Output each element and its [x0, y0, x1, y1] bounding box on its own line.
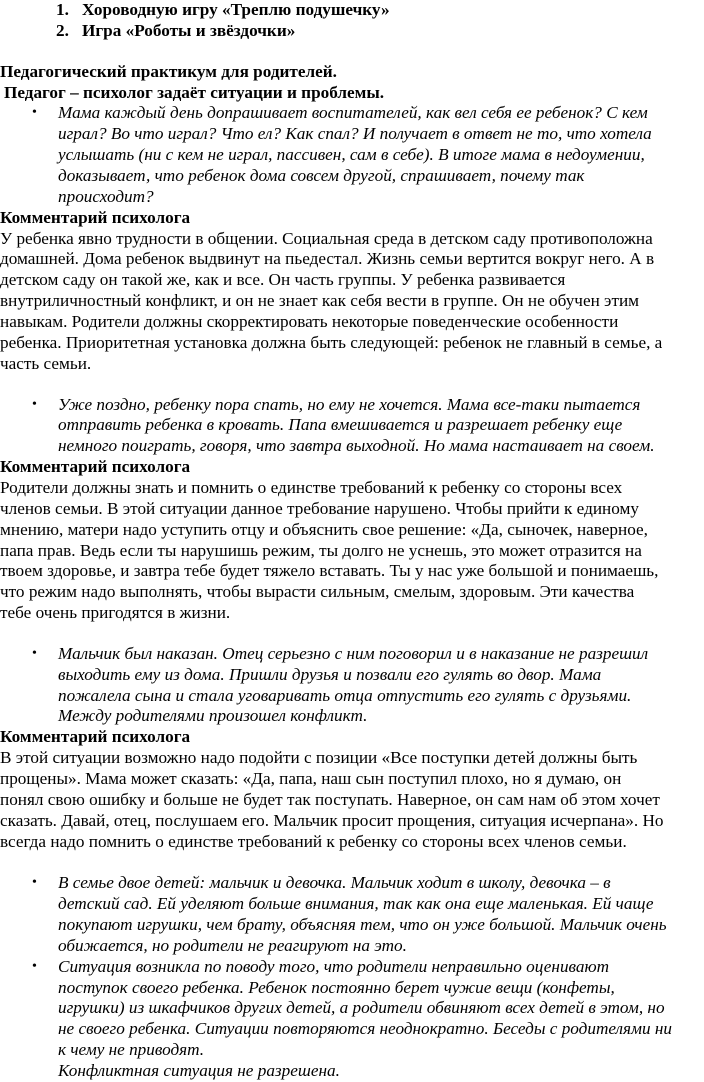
comment-line: мнению, матери надо уступить отцу и объяснить свое решение: «Да, сыночек, наверное,: [0, 519, 648, 539]
situation-line: пожалела сына и стала уговаривать отца отпустить его гулять с друзьями.: [58, 685, 632, 705]
situation-line: Мальчик был наказан. Отец серьезно с ним поговорил и в наказание не разрешил: [58, 643, 649, 663]
comment-line: внутриличностный конфликт, и он не знает как себя вести в группе. Он не обучен этим: [0, 291, 640, 311]
comment-line: всегда надо помнить о единстве требований к ребенку со стороны всех членов семьи.: [0, 831, 627, 851]
bullet-icon: •: [32, 105, 37, 121]
comment-line: твоем здоровье, и завтра тебе будет тяжело вставать. Ты у нас уже большой и понимаешь,: [0, 561, 659, 581]
comment-line: ребенка. Приоритетная установка должна быть следующей: ребенок не главный в семье, а: [0, 332, 663, 352]
situation-line: немного поиграть, говоря, что завтра выходной. Но мама настаивает на своем.: [58, 436, 655, 456]
section-subtitle: Педагог – психолог задаёт ситуации и проблемы.: [4, 82, 385, 102]
comment-line: Родители должны знать и помнить о единстве требований к ребенку со стороны всех: [0, 477, 623, 497]
list-item: Игра «Роботы и звёздочки»: [82, 20, 296, 40]
comment-line: тебе очень пригодятся в жизни.: [0, 603, 231, 623]
list-number: 1.: [56, 0, 69, 20]
comment-line: прощены». Мама может сказать: «Да, папа, наш сын поступил плохо, но я думаю, он: [0, 769, 622, 788]
comment-line: членов семьи. В этой ситуации данное требование нарушено. Чтобы прийти к единому: [0, 498, 639, 518]
comment-line: папа прав. Ведь если ты нарушишь режим, ты долго не уснешь, это может отразится на: [0, 540, 642, 560]
comment-line: навыкам. Родители должны скорректировать некоторые поведенческие особенности: [0, 312, 619, 331]
comment-heading: Комментарий психолога: [0, 727, 191, 747]
comment-line: У ребенка явно трудности в общении. Социальная среда в детском саду противоположна: [0, 228, 653, 248]
situation-line: к чему не приводят.: [58, 1040, 205, 1060]
comment-line: понял свою ошибку и больше не будет так поступать. Наверное, он сам нам об этом хочет: [0, 789, 660, 809]
situation-line: Конфликтная ситуация не разрешена.: [58, 1061, 340, 1080]
situation-line: услышать (ни с кем не играл, пассивен, сам в себе). В итоге мама в недоумении,: [58, 145, 645, 165]
bullet-icon: •: [32, 396, 37, 412]
comment-line: часть семьи.: [0, 353, 92, 373]
comment-line: сказать. Давай, отец, послушаем его. Мальчик просит прощения, ситуация исчерпана». Но: [0, 810, 664, 830]
situation-line: Уже поздно, ребенку пора спать, но ему не хочется. Мама все-таки пытается: [58, 394, 641, 414]
bullet-icon: •: [32, 958, 37, 974]
comment-line: домашней. Дома ребенок выдвинут на пьедестал. Жизнь семьи вертится вокруг него. А в: [0, 249, 655, 269]
situation-line: Между родителями произошел конфликт.: [58, 706, 368, 726]
situation-line: играл? Во что играл? Что ел? Как спал? И получает в ответ не то, что хотела: [58, 124, 652, 144]
comment-line: что режим надо выполнять, чтобы вырасти сильным, смелым, здоровым. Эти качества: [0, 582, 635, 602]
situation-line: не своего ребенка. Ситуации повторяются неоднократно. Беседы с родителями ни: [58, 1019, 673, 1039]
comment-heading: Комментарий психолога: [0, 207, 191, 227]
list-item: Хороводную игру «Треплю подушечку»: [82, 0, 390, 20]
situation-line: детский сад. Ей уделяют больше внимания, так как она еще маленькая. Ей чаще: [58, 894, 654, 914]
situation-line: игрушки) из шкафчиков других детей, а родители обвиняют всех детей в этом, но: [58, 998, 665, 1018]
situation-line: Мама каждый день допрашивает воспитателей, как вел себя ее ребенок? С кем: [58, 103, 648, 123]
list-number: 2.: [56, 20, 69, 40]
comment-line: В этой ситуации возможно надо подойти с позиции «Все поступки детей должны быть: [0, 748, 638, 768]
situation-line: отправить ребенка в кровать. Папа вмешивается и разрешает ребенку еще: [58, 415, 623, 435]
situation-line: обижается, но родители не реагируют на это.: [58, 935, 407, 955]
comment-line: детском саду он такой же, как и все. Он часть группы. У ребенка развивается: [0, 270, 566, 290]
situation-line: поступок своего ребенка. Ребенок постоянно берет чужие вещи (конфеты,: [58, 977, 615, 997]
situation-line: происходит?: [58, 186, 154, 206]
comment-heading: Комментарий психолога: [0, 457, 191, 476]
bullet-icon: •: [32, 875, 37, 891]
situation-line: покупают игрушки, чем брату, объясняя тем, что он уже большой. Мальчик очень: [58, 915, 667, 934]
situation-line: выходить ему из дома. Пришли друзья и позвали его гулять во двор. Мама: [58, 664, 602, 684]
section-title: Педагогический практикум для родителей.: [0, 61, 337, 81]
situation-line: В семье двое детей: мальчик и девочка. Мальчик ходит в школу, девочка – в: [58, 873, 611, 893]
bullet-icon: •: [32, 645, 37, 661]
situation-line: Ситуация возникла по поводу того, что родители неправильно оценивают: [58, 956, 610, 976]
situation-line: доказывает, что ребенок дома совсем другой, спрашивает, почему так: [58, 166, 585, 185]
